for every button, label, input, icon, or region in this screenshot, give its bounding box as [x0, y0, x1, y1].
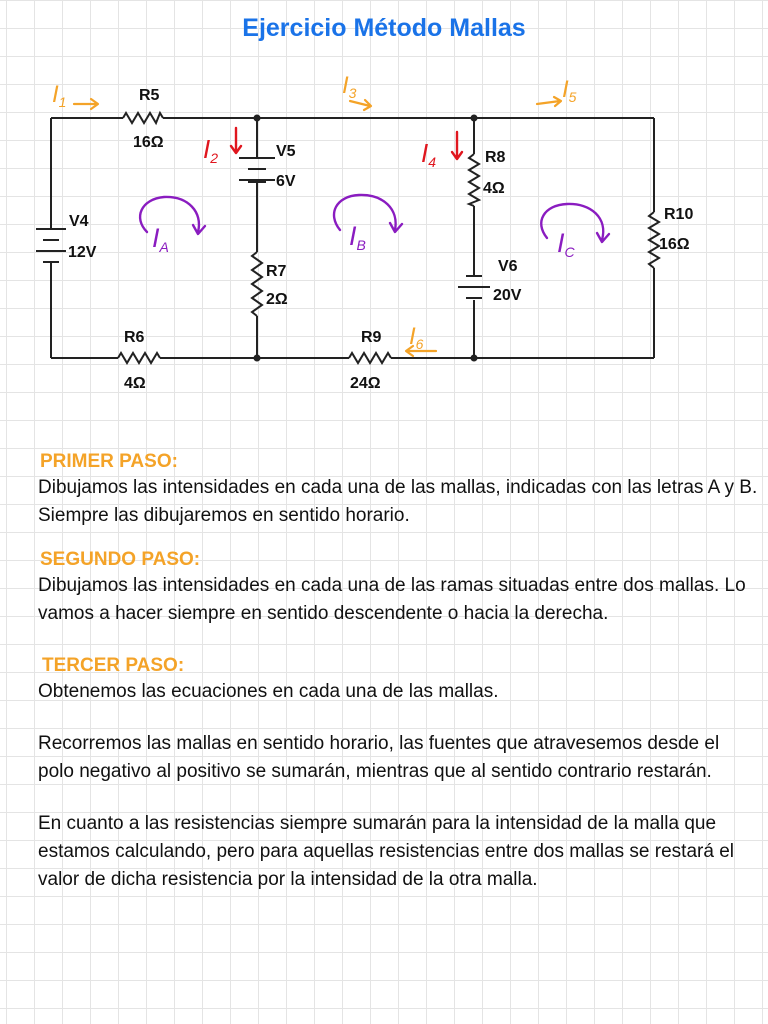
page-title: Ejercicio Método Mallas [242, 14, 526, 42]
v4-name: V4 [69, 213, 89, 230]
resistor-r9 [349, 329, 391, 392]
i5-label: $I_5$ [562, 76, 577, 105]
current-i5 [537, 76, 577, 106]
i1-label: $I_1$ [52, 81, 67, 110]
mesh-current-ib [334, 195, 402, 253]
junction-dot [254, 115, 261, 122]
step-1-heading: PRIMER PASO: [40, 451, 178, 472]
i2-arrow-icon [231, 128, 241, 153]
step-3-paragraph-1: Obtenemos las ecuaciones en cada una de las mallas. [38, 681, 499, 702]
resistor-r7 [252, 252, 288, 316]
ia-loop-icon [140, 197, 205, 234]
ic-label: IC [557, 228, 575, 260]
mesh-current-ia [140, 197, 205, 255]
step-3-paragraph-2: Recorremos las mallas en sentido horario, las fuentes que atravesemos desde el polo negativo al positivo se sumarán, mientras que al sentido contrario restarán. [38, 733, 720, 782]
steps-section [38, 450, 760, 894]
v4-value: 12V [68, 244, 97, 261]
r7-name: R7 [266, 263, 287, 280]
v5-name: V5 [276, 143, 296, 160]
i5-arrow-icon [537, 97, 561, 106]
junction-dot [471, 355, 478, 362]
step-2-paragraph: Dibujamos las intensidades en cada una de las ramas situadas entre dos mallas. Lo vamos a hacer siempre en sentido descendente o hacia la derecha. [38, 575, 746, 624]
current-i3 [342, 72, 371, 110]
ic-loop-icon [541, 204, 609, 242]
r5-value: 16Ω [133, 134, 164, 151]
circuit-diagram [0, 60, 768, 420]
resistor-r10 [649, 206, 693, 268]
r5-name: R5 [139, 87, 160, 104]
battery-v6 [458, 258, 522, 304]
ib-loop-icon [334, 195, 402, 232]
battery-v5 [239, 143, 296, 190]
current-i2 [203, 128, 241, 166]
i2-label: I2 [203, 134, 219, 166]
v6-value: 20V [493, 287, 522, 304]
i3-label: $I_3$ [342, 72, 357, 101]
resistor-r6 [118, 329, 160, 392]
battery-v4 [36, 213, 97, 262]
step-2-heading: SEGUNDO PASO: [40, 549, 201, 570]
r6-value: 4Ω [124, 375, 146, 392]
r10-name: R10 [664, 206, 694, 223]
current-i6 [406, 323, 436, 356]
junction-dot [254, 355, 261, 362]
r6-name: R6 [124, 329, 145, 346]
r9-name: R9 [361, 329, 382, 346]
resistor-r8 [469, 149, 506, 206]
step-1-paragraph: Dibujamos las intensidades en cada una de las mallas, indicadas con las letras A y B. Siempre las dibujaremos en sentido horario. [38, 477, 758, 526]
ib-label: IB [349, 221, 366, 253]
step-3-heading: TERCER PASO: [42, 655, 185, 676]
r7-value: 2Ω [266, 291, 288, 308]
r8-value: 4Ω [483, 180, 505, 197]
resistor-r5 [123, 87, 164, 151]
mesh-current-ic [541, 204, 609, 260]
step-3-paragraph-3: En cuanto a las resistencias siempre sumarán para la intensidad de la malla que estamos calculando, pero para aquellas resistencias entre dos mallas se restará el valor de dicha resistencia por la intensidad de la otra malla. [38, 813, 734, 890]
i4-arrow-icon [452, 132, 462, 159]
v6-name: V6 [498, 258, 518, 275]
i3-arrow-icon [350, 100, 371, 110]
r8-name: R8 [485, 149, 506, 166]
current-i1 [52, 81, 98, 110]
r10-value: 16Ω [659, 236, 690, 253]
current-i4 [421, 132, 462, 170]
junction-dot [471, 115, 478, 122]
i6-label: $I_6$ [409, 323, 424, 352]
r9-value: 24Ω [350, 375, 381, 392]
i1-arrow-icon [74, 99, 98, 109]
i4-label: I4 [421, 138, 437, 170]
v5-value: 6V [276, 173, 296, 190]
ia-label: IA [152, 223, 169, 255]
